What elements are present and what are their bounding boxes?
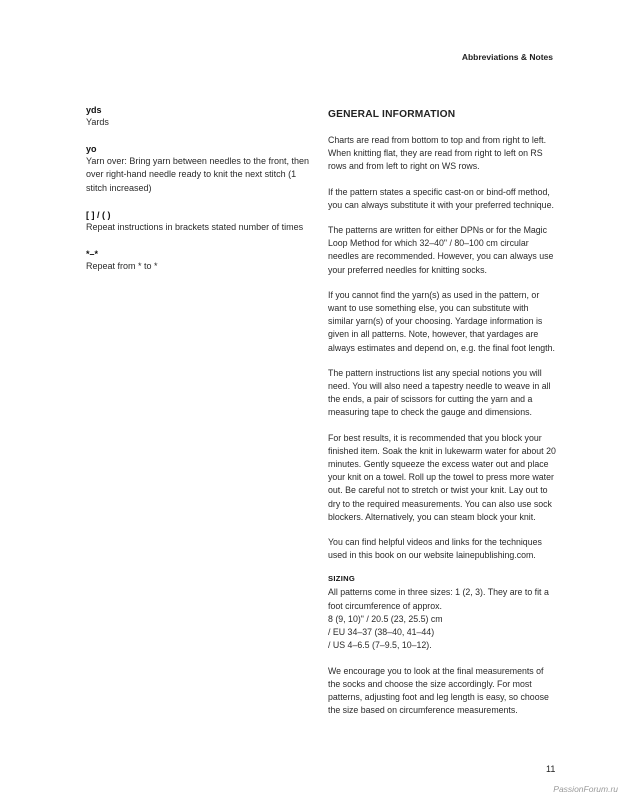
paragraph: If the pattern states a specific cast-on or bind-off method, you can always substitute it with your preferred technique. [328,186,554,210]
sizing-block [328,586,556,652]
sizing-title: SIZING [328,574,356,584]
abbreviation-entry [86,248,316,273]
abbreviation-definition: Yards [86,117,109,127]
sizing-line: / EU 34–37 (38–40, 41–44) [328,627,435,638]
running-header: Abbreviations & Notes [461,52,553,62]
abbreviation-definition: Yarn over: Bring yarn between needles to the front, then over right-hand needle ready to knit the next stitch (1 stitch increased) [86,156,309,193]
paragraph: The pattern instructions list any special notions you will need. You will also need a tapestry needle to weave in all the ends, a pair of scissors for cutting the yarn and a measuring tape to check the gauge and dimensions. [328,367,551,418]
abbreviation-entry [86,104,316,129]
watermark: PassionForum.ru [553,784,618,794]
abbreviation-term: yo [86,144,97,155]
paragraph: The patterns are written for either DPNs or for the Magic Loop Method for which 32–40" / 80–100 cm circular needles are recommended. However, you can always use your preferred needles for knitting socks. [328,225,554,275]
abbreviation-term: yds [86,105,102,115]
abbreviation-definition: Repeat instructions in brackets stated number of times [86,221,304,232]
sizing-line: 8 (9, 10)" / 20.5 (23, 25.5) cm [328,613,443,624]
page-number: 11 [546,764,556,774]
paragraph: We encourage you to look at the final measurements of the socks and choose the size accordingly. For most patterns, adjusting foot and leg length is easy, so choose the size based on circumference measurements. [328,665,549,716]
abbreviation-entry [86,209,316,234]
section-title: GENERAL INFORMATION [328,109,456,120]
general-information-column [328,109,556,729]
sizing-line: / US 4–6.5 (7–9.5, 10–12). [328,640,432,651]
paragraph: You can find helpful videos and links for the techniques used in this book on our website lainepublishing.com. [328,537,542,561]
abbreviations-column [86,104,316,287]
paragraph: For best results, it is recommended that you block your finished item. Soak the knit in lukewarm water for about 20 minutes. Gently squeeze the excess water out and place your knit on a towel. Roll up the towel to press more water out. Be careful not to stretch or twist your knit. Lay out to dry to the required measurements. You can also use sock blockers. Alternatively, you can steam block your knit. [328,432,556,522]
abbreviation-term: *–* [86,249,99,260]
abbreviation-entry [86,143,316,195]
paragraph: Charts are read from bottom to top and from right to left. When knitting flat, they are read from right to left on RS rows and from left to right on WS rows. [328,135,547,172]
sizing-intro: All patterns come in three sizes: 1 (2, 3). They are to fit a foot circumference of approx. [328,587,549,611]
paragraph: If you cannot find the yarn(s) as used in the pattern, or want to use something else, you can substitute with similar yarn(s) of your choosing. Yardage information is given in all patterns. Note, however, that yardages are always estimates and depend on, e.g. the final foot length. [328,289,555,353]
abbreviation-definition: Repeat from * to * [86,261,158,272]
abbreviation-term: [ ] / ( ) [86,209,111,220]
